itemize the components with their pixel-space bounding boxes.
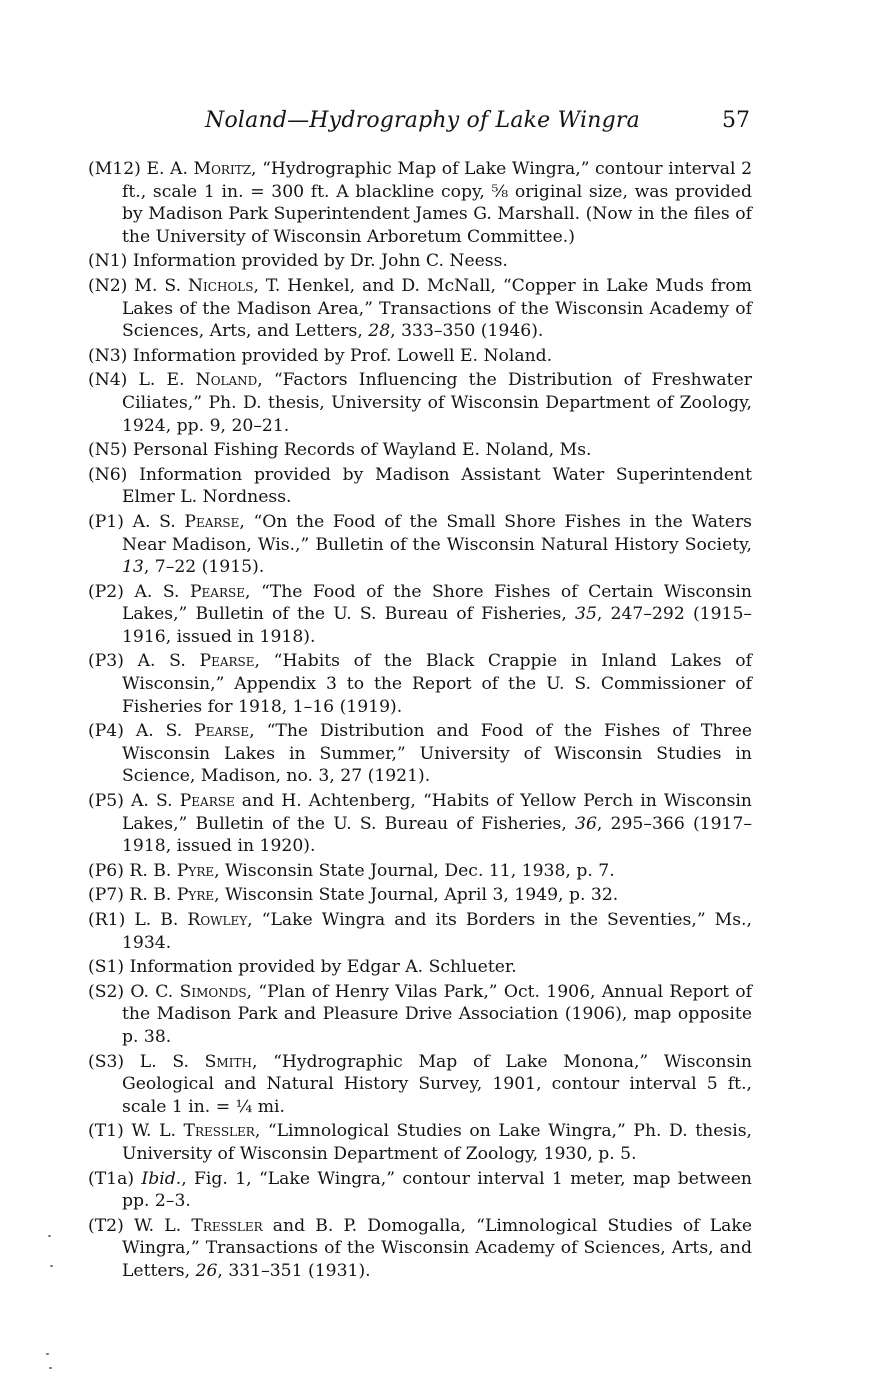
- reference-author: Pyre: [176, 860, 215, 881]
- reference-pages: , 331–351 (1931).: [217, 1260, 371, 1281]
- reference-prefix: A. S.: [131, 791, 180, 812]
- reference-entry: [88, 439, 752, 462]
- reference-entry: [88, 1051, 752, 1119]
- page-number: 57: [722, 108, 750, 133]
- reference-key: (N2): [88, 275, 128, 296]
- reference-key: (P4): [88, 721, 124, 742]
- reference-key: (T2): [88, 1215, 124, 1236]
- reference-author: Noland: [195, 370, 258, 391]
- reference-key: (N5): [88, 440, 128, 461]
- reference-prefix: R. B.: [129, 860, 177, 881]
- running-title: Noland—Hydrography of Lake Wingra: [205, 108, 640, 133]
- scan-specks: [40, 1225, 60, 1385]
- reference-prefix: L. S.: [139, 1051, 205, 1072]
- reference-text: , “Factors Influencing the Distribution of Freshwater Ciliates,” Ph. D. thesis, University of Wisconsin Department of Zoology, 1924, pp. 9, 20–21.: [122, 370, 752, 436]
- reference-author: Moritz: [193, 159, 252, 179]
- reference-prefix: M. S.: [134, 275, 189, 296]
- reference-text: , Wisconsin State Journal, April 3, 1949, p. 32.: [214, 885, 619, 906]
- reference-text: , Wisconsin State Journal, Dec. 11, 1938, p. 7.: [214, 860, 615, 881]
- reference-prefix: A. S.: [134, 581, 190, 602]
- reference-prefix: O. C.: [130, 981, 180, 1002]
- reference-key: (P5): [88, 791, 124, 812]
- reference-ibid: Ibid.: [141, 1168, 182, 1189]
- reference-key: (P6): [88, 860, 124, 881]
- reference-prefix: Personal Fishing Records of Wayland E. Noland, Ms.: [132, 440, 592, 461]
- reference-text: , T. Henkel, and D. McNall, “Copper in Lake Muds from Lakes of the Madison Area,” Transactions of the Wisconsin Academy of Sciences, Arts, and Letters,: [122, 275, 752, 342]
- reference-prefix: A. S.: [135, 721, 195, 742]
- reference-text: , “Limnological Studies on Lake Wingra,” Ph. D. thesis, University of Wisconsin Department of Zoology, 1930, p. 5.: [122, 1121, 753, 1164]
- reference-key: (R1): [88, 910, 126, 930]
- reference-entry: [88, 956, 752, 979]
- reference-entry: [88, 275, 752, 343]
- reference-text: , “Plan of Henry Vilas Park,” Oct. 1906, Annual Report of the Madison Park and Pleasure Drive Association (1906), map opposite p. 38.: [122, 981, 752, 1047]
- reference-text: , “Lake Wingra and its Borders in the Seventies,” Ms., 1934.: [122, 910, 752, 953]
- reference-prefix: W. L.: [134, 1215, 192, 1236]
- reference-key: (N3): [88, 345, 128, 366]
- reference-entry: [88, 1168, 752, 1213]
- reference-prefix: Information provided by Edgar A. Schlueter.: [129, 957, 517, 978]
- reference-text: and H. Achtenberg, “Habits of Yellow Perch in Wisconsin Lakes,” Bulletin of the U. S. Bureau of Fisheries,: [122, 791, 752, 834]
- running-header: [0, 108, 880, 140]
- reference-prefix: Information provided by Madison Assistant Water Superintendent Elmer L. Nordness.: [122, 464, 752, 508]
- reference-entry: [88, 1120, 752, 1165]
- reference-author: Pyre: [176, 885, 215, 906]
- reference-prefix: W. L.: [131, 1121, 184, 1142]
- reference-volume: 26: [195, 1260, 218, 1281]
- reference-volume: 13: [122, 557, 144, 578]
- reference-pages: , 333–350 (1946).: [390, 321, 544, 342]
- reference-key: (P2): [88, 581, 124, 602]
- reference-text: , “Habits of the Black Crappie in Inland Lakes of Wisconsin,” Appendix 3 to the Report of the U. S. Commissioner of Fisheries for 1918, 1–16 (1919).: [122, 651, 752, 717]
- reference-entry: [88, 884, 752, 907]
- reference-prefix: A. S.: [132, 511, 185, 532]
- reference-author: Smith: [204, 1051, 252, 1072]
- reference-prefix: E. A.: [146, 159, 194, 179]
- reference-entry: [88, 981, 752, 1049]
- reference-entry: [88, 860, 752, 883]
- reference-pages: , 7–22 (1915).: [143, 557, 265, 578]
- reference-text: , “On the Food of the Small Shore Fishes in the Waters Near Madison, Wis.,” Bulletin of the Wisconsin Natural History Society,: [122, 511, 753, 555]
- reference-entry: [88, 650, 752, 718]
- reference-pages: , 247–292 (1915–1916, issued in 1918).: [122, 604, 752, 647]
- reference-entry: [88, 581, 752, 649]
- reference-key: (N1): [88, 251, 128, 272]
- reference-text: and B. P. Domogalla, “Limnological Studies of Lake Wingra,” Transactions of the Wisconsin Academy of Sciences, Arts, and Letters,: [122, 1215, 753, 1281]
- reference-volume: 28: [368, 321, 391, 342]
- reference-entry: [88, 158, 752, 248]
- reference-key: (P7): [88, 885, 124, 906]
- reference-prefix: Information provided by Prof. Lowell E. Noland.: [132, 345, 553, 366]
- reference-key: (S1): [88, 957, 125, 978]
- reference-author: Pearse: [199, 651, 255, 672]
- reference-entry: [88, 1215, 752, 1283]
- reference-text: , “The Food of the Shore Fishes of Certain Wisconsin Lakes,” Bulletin of the U. S. Bureau of Fisheries,: [122, 581, 752, 625]
- reference-author: Nichols: [188, 275, 254, 296]
- reference-author: Simonds: [179, 981, 247, 1002]
- reference-list: [88, 158, 752, 1285]
- reference-prefix: L. B.: [134, 910, 188, 930]
- reference-author: Tressler: [183, 1121, 255, 1142]
- reference-author: Pearse: [179, 791, 235, 812]
- reference-text: , “Hydrographic Map of Lake Wingra,” contour interval 2 ft., scale 1 in. = 300 ft. A blackline copy, ⅝ original size, was provided by Madison Park Superintendent James G. Marshall. (Now in the files of the University of Wisconsin Arboretum Committee.): [122, 159, 753, 247]
- reference-key: (N6): [88, 464, 128, 485]
- reference-key: (T1): [88, 1121, 124, 1142]
- reference-text: , “Hydrographic Map of Lake Monona,” Wisconsin Geological and Natural History Survey, 1901, contour interval 5 ft., scale 1 in. = ¼ mi.: [122, 1051, 752, 1117]
- reference-key: (S3): [88, 1051, 125, 1072]
- reference-key: (T1a): [88, 1168, 135, 1189]
- reference-entry: [88, 369, 752, 437]
- reference-text: , Fig. 1, “Lake Wingra,” contour interval 1 meter, map between pp. 2–3.: [122, 1168, 752, 1212]
- reference-prefix: Information provided by Dr. John C. Neess.: [132, 251, 508, 272]
- reference-entry: [88, 909, 752, 954]
- reference-pages: , 295–366 (1917–1918, issued in 1920).: [122, 813, 752, 857]
- reference-prefix: A. S.: [137, 651, 200, 672]
- reference-author: Pearse: [194, 721, 250, 742]
- reference-key: (P3): [88, 651, 124, 672]
- reference-entry: [88, 345, 752, 368]
- reference-volume: 35: [575, 604, 597, 625]
- reference-prefix: L. E.: [138, 370, 196, 391]
- reference-entry: [88, 464, 752, 509]
- reference-entry: [88, 790, 752, 858]
- reference-author: Pearse: [184, 511, 240, 532]
- reference-entry: [88, 720, 752, 788]
- reference-key: (M12): [88, 159, 141, 179]
- reference-entry: [88, 250, 752, 273]
- reference-key: (P1): [88, 511, 124, 532]
- reference-author: Rowley: [187, 910, 248, 930]
- reference-author: Pearse: [189, 581, 245, 602]
- reference-author: Tressler: [191, 1215, 263, 1236]
- reference-key: (S2): [88, 981, 125, 1002]
- reference-entry: [88, 511, 752, 579]
- reference-text: , “The Distribution and Food of the Fishes of Three Wisconsin Lakes in Summer,” University of Wisconsin Studies in Science, Madison, no. 3, 27 (1921).: [122, 721, 752, 787]
- reference-volume: 36: [575, 813, 597, 834]
- reference-key: (N4): [88, 370, 128, 391]
- reference-prefix: R. B.: [129, 885, 177, 906]
